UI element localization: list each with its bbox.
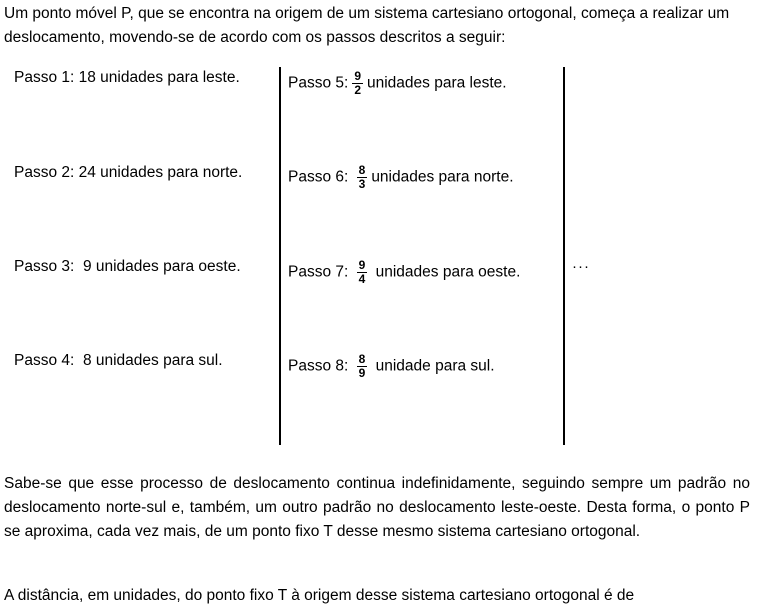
fraction-numerator: 9 (358, 258, 366, 272)
paragraph-text: Sabe-se que esse processo de deslocamento continua indefinidamente, seguindo sempre um padrão no deslocamento norte-sul e, também, um outro padrão no deslocamento leste-oeste. Desta forma, o ponto P se aproxima, cada vez mais, de um ponto fixo T desse mesmo sistema cartesiano ortogonal. (4, 475, 750, 540)
fraction-numerator: 9 (354, 69, 361, 83)
step-text: 24 unidades para norte. (78, 164, 243, 181)
question-text: A distância, em unidades, do ponto fixo T à origem desse sistema cartesiano ortogonal é de (4, 587, 635, 604)
step-text: 8 unidades para sul. (82, 352, 223, 369)
fraction-denominator: 4 (358, 272, 366, 286)
step-label: Passo 7: (288, 263, 349, 281)
step-text: unidades para norte. (371, 168, 514, 186)
step-2 (14, 163, 242, 183)
step-text: unidades para leste. (367, 74, 507, 92)
step-8 (288, 353, 495, 380)
fraction-denominator: 9 (358, 366, 366, 380)
ellipsis: ··· (572, 258, 590, 275)
step-text: 18 unidades para leste. (78, 69, 240, 86)
step-1 (14, 68, 240, 88)
step-label: Passo 8: (288, 357, 349, 375)
step-text: unidade para sul. (375, 357, 495, 375)
step-7 (288, 259, 520, 286)
divider-left (279, 67, 281, 445)
divider-right (563, 67, 565, 445)
fraction (357, 259, 368, 286)
step-label: Passo 6: (288, 168, 349, 186)
step-text: 9 unidades para oeste. (82, 258, 241, 275)
fraction (357, 353, 368, 380)
fraction-numerator: 8 (358, 352, 366, 366)
step-label: Passo 3: (14, 258, 75, 275)
step-label: Passo 4: (14, 352, 75, 369)
step-4 (14, 351, 223, 371)
fraction-numerator: 8 (358, 163, 366, 177)
step-label: Passo 5: (288, 74, 349, 92)
step-6 (288, 164, 514, 191)
step-text: unidades para oeste. (375, 263, 521, 281)
step-5 (288, 70, 507, 97)
fraction (357, 164, 368, 191)
fraction-denominator: 3 (358, 177, 366, 191)
step-label: Passo 2: (14, 164, 75, 181)
step-3 (14, 257, 241, 277)
intro-text: Um ponto móvel P, que se encontra na origem de um sistema cartesiano ortogonal, começa a realizar um deslocamento, movendo-se de acordo com os passos descritos a seguir: (4, 5, 730, 46)
fraction (352, 70, 363, 97)
step-label: Passo 1: (14, 69, 75, 86)
fraction-denominator: 2 (354, 83, 361, 97)
